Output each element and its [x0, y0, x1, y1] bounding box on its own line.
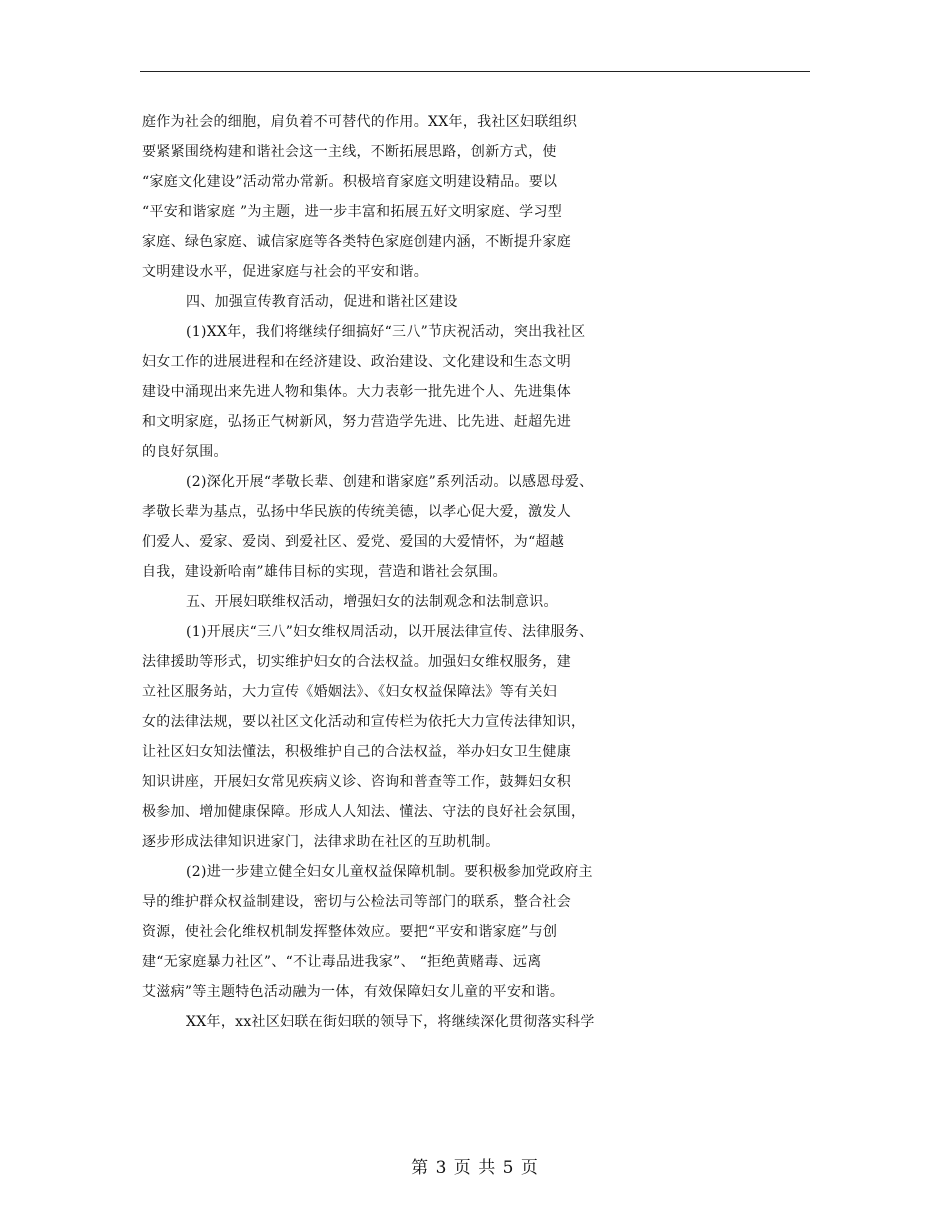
text-line: 们爱人、爱家、爱岗、到爱社区、爱党、爱国的大爱情怀，为“超越 — [142, 534, 565, 550]
text-line: 妇女工作的进展进程和在经济建设、政治建设、文化建设和生态文明 — [142, 354, 571, 370]
text-line: (2)深化开展“孝敬长辈、创建和谐家庭”系列活动。以感恩母爱、 — [186, 474, 594, 490]
text-line: (2)进一步建立健全妇女儿童权益保障机制。要积极参加党政府主 — [186, 864, 593, 880]
text-line: 艾滋病”等主题特色活动融为一体，有效保障妇女儿童的平安和谐。 — [142, 984, 565, 1000]
text-line: 极参加、增加健康保障。形成人人知法、懂法、守法的良好社会氛围， — [142, 804, 586, 820]
text-line: 建设中涌现出来先进人物和集体。大力表彰一批先进个人、先进集体 — [142, 384, 571, 400]
text-line: 自我，建设新哈南”雄伟目标的实现，营造和谐社会氛围。 — [142, 564, 507, 580]
section-heading: 四、加强宣传教育活动，促进和谐社区建设 — [186, 294, 458, 310]
text-line: 让社区妇女知法懂法，积极维护自己的合法权益，举办妇女卫生健康 — [142, 744, 571, 760]
text-line: 的良好氛围。 — [142, 444, 228, 460]
text-line: 立社区服务站，大力宣传《婚姻法》、《妇女权益保障法》等有关妇 — [142, 684, 557, 700]
page-number-footer: 第 3 页 共 5 页 — [411, 1158, 539, 1178]
section-heading: 五、开展妇联维权活动，增强妇女的法制观念和法制意识。 — [186, 594, 558, 610]
text-line: 法律援助等形式，切实维护妇女的合法权益。加强妇女维权服务，建 — [142, 654, 571, 670]
text-line: 和文明家庭，弘扬正气树新风，努力营造学先进、比先进、赶超先进 — [142, 414, 571, 430]
text-line: (1)开展庆“三八”妇女维权周活动，以开展法律宣传、法律服务、 — [186, 624, 594, 640]
text-line: 女的法律法规，要以社区文化活动和宣传栏为依托大力宣传法律知识， — [142, 714, 586, 730]
text-line: “家庭文化建设”活动常办常新。积极培育家庭文明建设精品。要以 — [142, 174, 558, 190]
document-body — [142, 107, 832, 1037]
text-line: XX年，xx社区妇联在街妇联的领导下，将继续深化贯彻落实科学 — [186, 1014, 595, 1030]
header-rule — [140, 71, 810, 72]
text-line: 孝敬长辈为基点，弘扬中华民族的传统美德，以孝心促大爱，激发人 — [142, 504, 571, 520]
text-line: 文明建设水平，促进家庭与社会的平安和谐。 — [142, 264, 428, 280]
text-line: 知识讲座，开展妇女常见疾病义诊、咨询和普查等工作，鼓舞妇女积 — [142, 774, 571, 790]
text-line: 要紧紧围绕构建和谐社会这一主线，不断拓展思路，创新方式，使 — [142, 144, 557, 160]
text-line: 资源，使社会化维权机制发挥整体效应。要把“平安和谐家庭”与创 — [142, 924, 558, 940]
text-line: 逐步形成法律知识进家门，法律求助在社区的互助机制。 — [142, 834, 500, 850]
text-line: 导的维护群众权益制建设，密切与公检法司等部门的联系，整合社会 — [142, 894, 571, 910]
text-line: (1)XX年，我们将继续仔细搞好“三八”节庆祝活动，突出我社区 — [186, 324, 586, 340]
text-line: 庭作为社会的细胞，肩负着不可替代的作用。XX年，我社区妇联组织 — [142, 114, 578, 130]
text-line: “平安和谐家庭 ”为主题，进一步丰富和拓展五好文明家庭、学习型 — [142, 204, 563, 220]
text-line: 建“无家庭暴力社区”、“不让毒品进我家”、 “拒绝黄赌毒、远离 — [142, 954, 542, 970]
text-line: 家庭、绿色家庭、诚信家庭等各类特色家庭创建内涵，不断提升家庭 — [142, 234, 571, 250]
